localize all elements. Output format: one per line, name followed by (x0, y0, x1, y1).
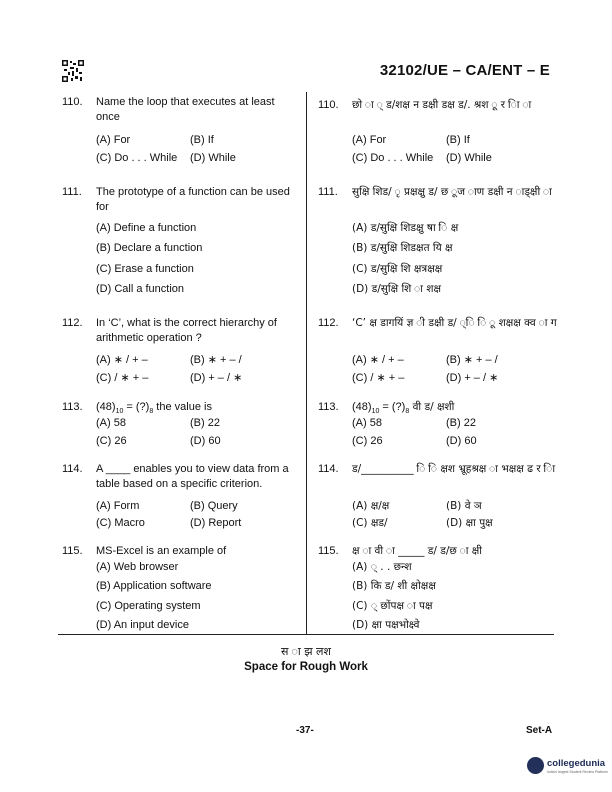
brand-name: collegedunia (547, 758, 606, 769)
question-text: The prototype of a function can be used for (96, 186, 290, 213)
option-a: (A) For (96, 134, 131, 146)
option-a: (A) ड/सुक्षि शिडक्षु षा ि क्ष (352, 222, 459, 234)
brand-tagline: India's largest Student Review Platform (547, 770, 608, 774)
option-c: (C) क्षड/ (352, 517, 388, 529)
option-a: (A) ् . . छन्श (352, 561, 412, 573)
question-number: 111. (318, 186, 338, 198)
option-d: (D) क्षा पुक्ष (446, 517, 493, 529)
option-c: (C) 26 (96, 435, 127, 447)
option-a: (A) Form (96, 500, 140, 512)
question-number: 112. (62, 317, 83, 329)
question-text: A ____ enables you to view data from a table based on a specific criterion. (96, 463, 289, 490)
paper-code: 32102/UE – CA/ENT – E (379, 62, 550, 79)
option-d: (D) An input device (96, 619, 189, 631)
question-number: 113. (62, 401, 83, 413)
question-number: 111. (62, 186, 82, 198)
option-d: (D) Call a function (96, 283, 185, 295)
option-b: (B) Query (190, 500, 238, 512)
option-b: (B) वे ञ (446, 500, 482, 512)
rough-work-heading-hindi: स ा झ लश (281, 645, 331, 658)
option-a: (A) क्ष/क्ष (352, 500, 390, 512)
question-text: MS-Excel is an example of (96, 545, 227, 557)
option-b: (B) Declare a function (96, 242, 203, 254)
option-a: (A) Define a function (96, 222, 197, 234)
option-b: (B) 22 (446, 417, 476, 429)
option-d: (D) 60 (190, 435, 221, 447)
question-number: 113. (318, 401, 339, 413)
option-b: (B) कि ड/ शी क्षोक्षक्ष (352, 580, 436, 592)
page-number: -37- (296, 725, 314, 736)
question-text: क्ष ा वी ा _____ ड/ ड/छ ा क्षी (352, 545, 483, 557)
option-d: (D) + – / ∗ (190, 372, 243, 384)
question-number: 112. (318, 317, 339, 329)
question-text: Name the loop that executes at least once (96, 96, 275, 123)
question-text: ‘C’ क्ष डागयिं ज्ञ ी डक्षी ड/ ्ि ि ू शक्षक्ष क्व ा ग (352, 317, 557, 329)
option-a: (A) ∗ / + – (96, 354, 148, 366)
option-c: (C) Operating system (96, 600, 201, 612)
question-number: 114. (318, 463, 339, 475)
option-b: (B) 22 (190, 417, 220, 429)
option-b: (B) ∗ + – / (446, 354, 498, 366)
bottom-divider (58, 634, 554, 635)
option-b: (B) Application software (96, 580, 212, 592)
question-number: 110. (62, 96, 83, 108)
option-c: (C) Macro (96, 517, 145, 529)
question-text: छो ा ् ड/शक्ष न डक्षी डक्ष ड/. श्रश ू र ाि ा (352, 99, 532, 111)
option-d: (D) 60 (446, 435, 477, 447)
option-d: (D) + – / ∗ (446, 372, 499, 384)
question-text: $(48)_{10}$ = $(?)_8$ the value is (96, 401, 212, 416)
option-c: (C) Erase a function (96, 263, 194, 275)
question-number: 115. (62, 545, 83, 557)
option-c: (C) ् छोंपक्ष ा पक्ष (352, 600, 433, 612)
option-d: (D) ड/सुक्षि शि ा शक्ष (352, 283, 442, 295)
question-number: 115. (318, 545, 339, 557)
question-text: In ‘C’, what is the correct hierarchy of arithmetic operation ? (96, 317, 277, 344)
option-d: (D) क्षा पक्षभोक्ष्वे (352, 619, 420, 631)
option-b: (B) If (446, 134, 470, 146)
option-c: (C) 26 (352, 435, 383, 447)
option-c: (C) Do . . . While (96, 152, 178, 164)
option-d: (D) While (446, 152, 492, 164)
question-text: $(48)_{10}$ = $(?)_8$ वी ड/ क्षशी (352, 401, 455, 416)
collegedunia-logo[interactable] (527, 755, 608, 777)
option-a: (A) For (352, 134, 387, 146)
qr-code-icon (62, 60, 84, 82)
option-d: (D) Report (190, 517, 242, 529)
option-c: (C) / ∗ + – (96, 372, 149, 384)
option-c: (C) / ∗ + – (352, 372, 405, 384)
option-b: (B) ड/सुक्षि शिडक्षत यि क्ष (352, 242, 453, 254)
option-b: (B) If (190, 134, 214, 146)
option-c: (C) ड/सुक्षि शि क्षत्रक्षक्ष (352, 263, 443, 275)
column-divider (306, 92, 307, 634)
rough-work-heading: Space for Rough Work (244, 661, 368, 673)
option-c: (C) Do . . . While (352, 152, 434, 164)
question-text: ड/__________ ि ि क्षश भ्रूहश्रक्ष ा भक्षक्ष ढ र ाि (352, 463, 556, 475)
mascot-icon (527, 757, 544, 774)
option-a: (A) 58 (352, 417, 382, 429)
option-a: (A) 58 (96, 417, 126, 429)
question-text: सुक्षि शिड/ ृ प्रक्षक्षु ड/ छ ूज ाण डक्षी न ाड्क्षी ा (352, 186, 552, 198)
question-number: 114. (62, 463, 83, 475)
question-number: 110. (318, 99, 339, 111)
option-a: (A) ∗ / + – (352, 354, 404, 366)
option-d: (D) While (190, 152, 236, 164)
option-b: (B) ∗ + – / (190, 354, 242, 366)
set-label: Set-A (526, 725, 553, 736)
option-a: (A) Web browser (96, 561, 179, 573)
